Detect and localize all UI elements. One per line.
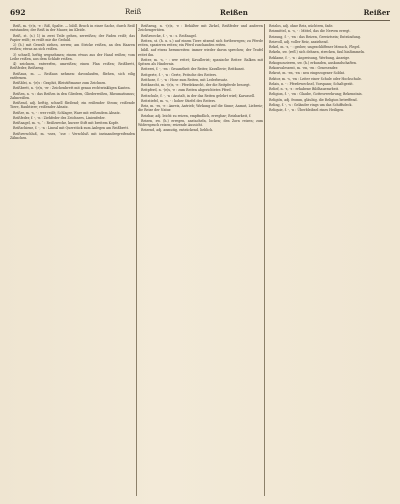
dictionary-entry: Rekrut, m. -en, -en : neu eingezogener Soldat. <box>269 71 346 76</box>
dictionary-entry: 3) schnell, heftig wegnehmen; einem etwas aus der Hand reißen; vom Leibe reißen, aus dem Schlafe reißen. <box>10 52 135 61</box>
header-word-right: Reißer <box>363 8 390 17</box>
dictionary-entry: Reizen, sw. (h.) erregen, anstacheln, locken; den Zorn reizen; zum Widerspruch reizen; reizende Aussicht. <box>138 118 263 127</box>
dictionary-entry: Reiz, m. -es, -e : Anreiz, Antrieb; Wirkung auf die Sinne; Anmut, Liebreiz; die Reize der Natur. <box>138 104 263 113</box>
dictionary-entry: Reißblei, n. -(e)s : Graphit, Bleistiftmasse zum Zeichnen. <box>13 81 107 85</box>
dictionary-entry: Reißen, n. -s : das Reißen in den Gliedern, Gliederreißen, Rheumatismus; Zahnreißen. <box>10 91 135 100</box>
dictionary-entry: Reitpferd, n. -(e)s, -e : zum Reiten abgerichtetes Pferd. <box>141 88 232 93</box>
dictionary-entry: Reithose, f. -, -n : Hose zum Reiten, mit Lederbesatz. <box>141 77 228 82</box>
dictionary-entry: Reitstiefel, m. -s, - : hoher Stiefel des Reiters. <box>141 98 217 103</box>
dictionary-entry: Reiten, st. (h. u. s.) auf einem Tiere sitzend sich fortbewegen; zu Pferde reiten, spazieren reiten; ein Pferd zuschanden reiten. <box>138 38 263 47</box>
dictionary-entry: Reliquie, f. -, -n : Überbleibsel eines Heiligen. <box>269 108 345 112</box>
dictionary-entry: Religiös, adj. fromm, gläubig, die Religion betreffend. <box>269 97 358 102</box>
dictionary-entry: Reißschiene, f. -, -n : Lineal mit Querstück zum Anlegen am Reißbrett. <box>13 126 129 131</box>
column-1 <box>10 24 135 498</box>
dictionary-entry: Rekonvaleszent, m. -en, -en : Genesender. <box>269 66 338 70</box>
header-word-left: Reiß <box>125 8 142 16</box>
dictionary-entry: Reitgerte, f. -, -n : Gerte, Peitsche des Reiters. <box>141 72 218 77</box>
dictionary-entry: Rekognoszieren, sw. (h.) erkunden, auskundschaften. <box>269 60 358 65</box>
page-header <box>10 6 390 19</box>
dictionary-entry: Reißnagel, m. -s, ¨ : Reißzwecke, kurzer Stift mit breitem Kopfe. <box>13 121 120 125</box>
dictionary-entry: Reitknecht, m. -(e)s, -e : Pferdeknecht, der die Reitpferde besorgt. <box>141 83 251 87</box>
dictionary-entry: Reizend, adj. anmutig, entzückend, lieblich. <box>141 128 214 133</box>
column-3 <box>266 24 391 498</box>
dictionary-entry: Reißverschluß, m. -sses, ¨sse : Verschluß mit ineinandergreifenden Zähnchen. <box>10 131 135 140</box>
dictionary-entry: Rekeln, sw. (refl.) sich dehnen, strecken, faul hinlümmeln. <box>269 50 366 55</box>
dictionary-entry: Reizmittel, n. -s, - : Mittel, das die Nerven erregt. <box>269 29 351 34</box>
dictionary-entry: Reißzwecke, f. -, -n : s. Reißnagel. <box>141 33 197 38</box>
dictionary-entry: Reiter, m. -s, - : wer reitet; Kavallerist; spanische Reiter: Balken mit Spitzen als Hindernis. <box>138 57 263 66</box>
dictionary-entry: 4) zeichnen, entwerfen, umreißen; einen Plan reißen; Reißbrett, Reißfeder, Reißzeug. <box>10 62 135 71</box>
column-divider <box>264 24 265 496</box>
dictionary-entry: Rektor, m. -s, -en : Leiter einer Schule oder Hochschule. <box>269 76 362 81</box>
dictionary-entry: Relais, n. - : Pferdewechsel, Vorspann; Schaltgerät. <box>269 81 354 86</box>
dictionary-entry: Reißzeug, n. -(e)s, -e : Behälter mit Zirkel, Reißfeder und anderen Zeichengeräten. <box>138 24 263 33</box>
dictionary-entry: Reizvoll, adj. voller Reiz, anziehend. <box>269 39 329 44</box>
dictionary-entry: Reißaus, m. — Reißaus nehmen: davonlaufen, fliehen, sich eilig entfernen. <box>10 71 135 80</box>
header-rule <box>10 20 390 21</box>
dictionary-entry: Religion, f. -, -en : Glaube, Gottesverehrung; Bekenntnis. <box>269 92 363 97</box>
dictionary-entry: Reiterei, f. -, -en : Gesamtheit der Reiter, Kavallerie; Reitkunst. <box>141 67 245 72</box>
header-word-middle: Reißen <box>220 8 248 17</box>
dictionary-entry: Reizung, f. -, -en : das Reizen, Gereiztsein; Entzündung. <box>269 34 361 39</box>
dictionary-entry: Reißfeder, f. -, -n : Ziehfeder des Zeichners, Linienfeder. <box>13 115 106 120</box>
column-divider <box>136 24 137 496</box>
dictionary-entry: Relief, n. -s, -s : erhabene Bildhauerarbeit. <box>269 87 340 91</box>
dictionary-entry: Reitschule, f. -, -n : Anstalt, in der das Reiten gelehrt wird; Karussell. <box>141 93 256 98</box>
dictionary-entry: 2) (h.) mit Gewalt ziehen, zerren; am Stricke reißen, an den Haaren reißen; etwas an sich reißen. <box>10 43 135 52</box>
column-2 <box>138 24 263 498</box>
dictionary-entry: Rekel, m. -s, - : grober, ungeschliffener Mensch, Flegel. <box>269 45 361 49</box>
dictionary-entry: bildl. auf etwas herumreiten: immer wieder davon sprechen; der Teufel reitet ihn. <box>138 48 263 57</box>
dictionary-entry: Reißbrett, n. -(e)s, -er : Zeichenbrett mit genau rechtwinkligen Kanten. <box>13 86 131 91</box>
dictionary-entry: Reizlos, adj. ohne Reiz, nüchtern, fade. <box>269 24 334 28</box>
dictionary-entry: Reling, f. -, -s : Geländer rings um das Schiffsdeck. <box>269 102 353 107</box>
dictionary-entry: Reiß, m. -(e)s, -e : Riß, Spalte. — bildl. Bruch in einer Sache, durch Reiß entstanden; der Reiß in der Mauer, im Kleide. <box>10 24 135 33</box>
dictionary-entry: Reklame, f. -, -n : Anpreisung, Werbung, Anzeige. <box>269 55 351 60</box>
dictionary-entry: Reizbar, adj. leicht zu reizen, empfindlich, erregbar; Reizbarkeit, f. <box>141 113 252 118</box>
dictionary-entry: Reißer, m. -s, - : wer reißt; Schlager, Ware mit reißendem Absatz. <box>13 110 121 115</box>
page-number: 692 <box>10 8 26 17</box>
dictionary-entry: Reißend, adj. heftig, schnell fließend; ein reißender Strom; reißende Tiere, Raubtiere; reißender Absatz. <box>10 101 135 110</box>
dictionary-entry: Reiß, st. (s.) 1) in zwei Teile gehen, zerreißen; der Faden reißt; das Papier reißt; es reißt mir die Geduld. <box>10 33 135 42</box>
